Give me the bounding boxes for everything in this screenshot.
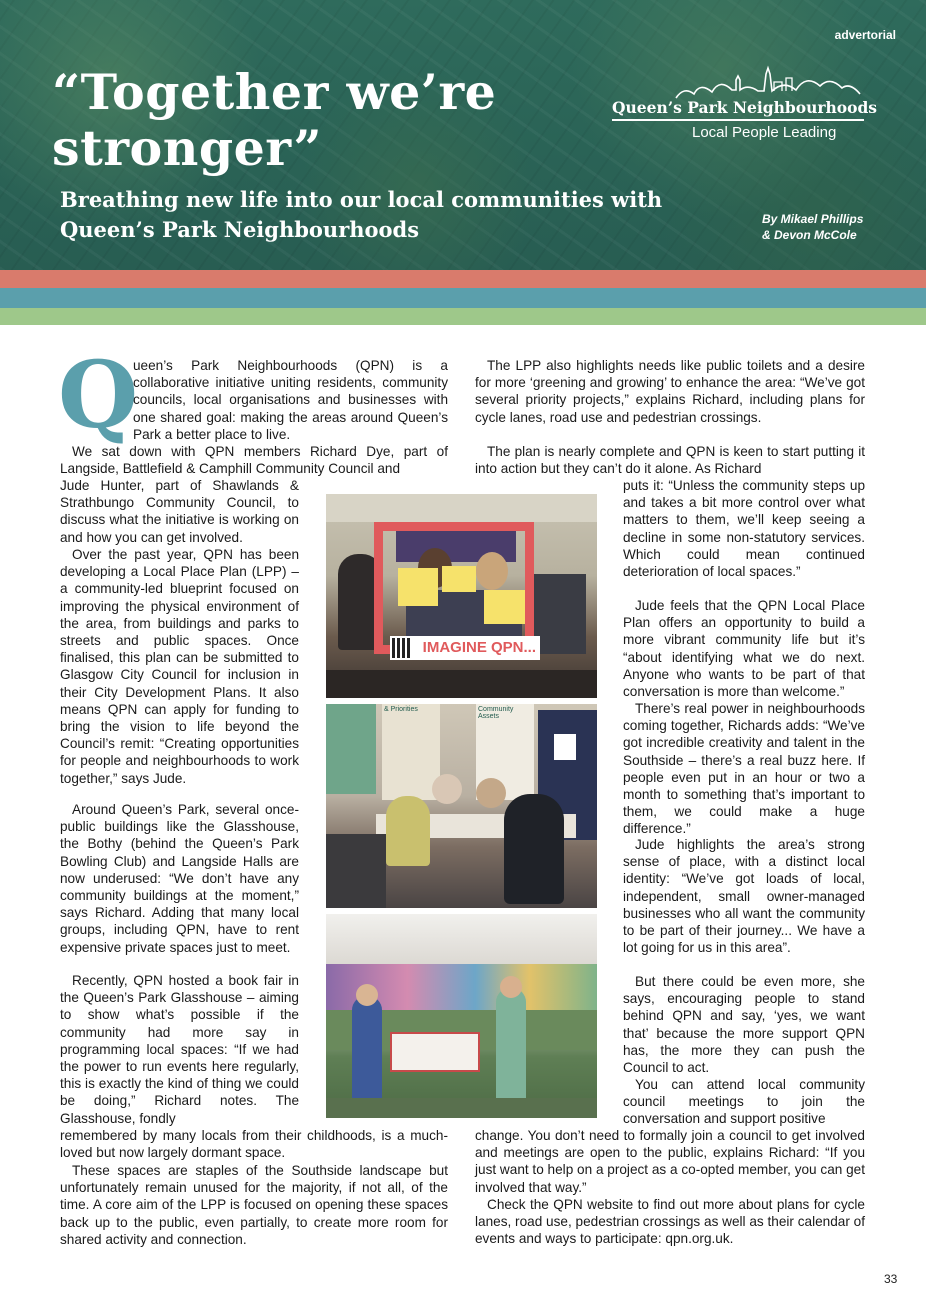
photo-glasshouse-event — [326, 914, 597, 1118]
right-paragraph-7a: You can attend local community council meetings to join the conversation and support positive — [623, 1077, 865, 1127]
right-paragraph-8: Check the QPN website to find out more about plans for cycle lanes, road use, pedestrian crossings as well as their calendar of events and ways to participate: qpn.org.uk. — [475, 1197, 865, 1247]
poster-priorities: & Priorities — [382, 704, 440, 800]
left-paragraph-1: ueen’s Park Neighbourhoods (QPN) is a collaborative initiative uniting residents, community councils, local organisations and businesses with one shared goal: making the areas around Queen’s Park a better place to live. — [133, 358, 448, 442]
page-number: 33 — [884, 1272, 898, 1286]
left-paragraph-5a: Recently, QPN hosted a book fair in the Queen’s Park Glasshouse – aiming to show what’s possible if the community had more say in programming local spaces: “If we had the power to run events here regularly, this is exactly the kind of thing we could be doing,” Richard notes. The Glasshouse, fondly — [60, 973, 299, 1126]
right-paragraph-4: There’s real power in neighbourhoods coming together, Richards adds: “We’ve got incredible creativity and talent in the Southside – there’s a real buzz here. If people even put in an hour or two a month to something that’s important to them, we could make a huge difference.” — [623, 701, 865, 837]
right-paragraph-2b: puts it: “Unless the community steps up and takes a bit more control over what matters to them, we’ll keep seeing a decline in some non-statutory services. Which could mean continued deterioration of local spaces.” — [623, 478, 865, 580]
imagine-qpn-banner — [390, 636, 540, 660]
right-paragraph-2a: The plan is nearly complete and QPN is keen to start putting it into action but they can’t do it alone. As Richard — [475, 444, 865, 477]
right-paragraph-1: The LPP also highlights needs like public toilets and a desire for more ‘greening and growing’ to enhance the area: “We’ve got several priority projects,” explains Richard, including plans for cycle lanes, road use and pedestrian crossings. — [475, 358, 865, 425]
red-selfie-frame — [374, 522, 534, 654]
logo-rule — [612, 119, 864, 121]
right-paragraph-5: Jude highlights the area’s strong sense of place, with a distinct local identity: “We’ve got loads of local, independent, small owner-managed businesses who all want the community to be part of their journey... We have a lot going for us in this area”. — [623, 837, 865, 956]
qpn-logo — [604, 64, 878, 148]
article-subtitle: Breathing new life into our local communities with Queen’s Park Neighbourhoods — [60, 187, 663, 242]
stripe-coral — [0, 270, 926, 288]
left-paragraph-3: Over the past year, QPN has been developing a Local Place Plan (LPP) – a community-led blueprint focused on improving the physical environment of the area, from buildings and parks to streets and public spaces. Once finalised, this plan can be submitted to Glasgow City Council for inclusion in their City Development Plans. It also means QPN can apply for funding to bring the vision to life beyond the Council’s remit: “Creating opportunities for people and neighbourhoods to work together,” says Jude. — [60, 547, 299, 786]
header-banner — [0, 0, 926, 270]
skyline-icon — [674, 64, 864, 100]
logo-tagline: Local People Leading — [692, 124, 837, 141]
left-paragraph-4: Around Queen’s Park, several once-public buildings like the Glasshouse, the Bothy (behind the Queen’s Park Bowling Club) and Langside Halls are now underused: “We don’t have any community buildings at the moment,” says Richard. Adding that many local groups, including QPN, have to rent expensive private spaces just to meet. — [60, 802, 299, 955]
left-paragraph-6: These spaces are staples of the Southside landscape but unfortunately remain unused for the majority, if not all, of the time. A core aim of the LPP is focused on opening these spaces back up to the public, even partially, to create more room for shared activity and connection. — [60, 1163, 448, 1247]
left-paragraph-2a: We sat down with QPN members Richard Dye, part of Langside, Battlefield & Camphill Community Council and — [60, 444, 448, 477]
imagine-qpn-text: IMAGINE QPN... — [422, 639, 536, 656]
right-paragraph-7b: change. You don’t need to formally join a council to get involved and meetings are open to the public, explains Richard: “If you just want to help on a project as a co-opted member, you can get involved that way.” — [475, 1128, 865, 1195]
advertorial-label: advertorial — [834, 28, 896, 42]
stripe-teal — [0, 288, 926, 308]
photo-community-meeting — [326, 704, 597, 908]
left-paragraph-5b: remembered by many locals from their childhoods, is a much-loved but now largely dormant space. — [60, 1128, 448, 1161]
stripe-green — [0, 308, 926, 325]
article-title: “Together we’re stronger” — [52, 63, 497, 177]
left-paragraph-2b: Jude Hunter, part of Shawlands & Strathbungo Community Council, to discuss what the initiative is working on and how you can get involved. — [60, 478, 299, 545]
right-paragraph-6: But there could be even more, she says, encouraging people to stand behind QPN and say, ‘yes, we want that’ because the more support QPN has, the more they can push the Council to act. — [623, 974, 865, 1076]
photo-imagine-qpn — [326, 494, 597, 698]
poster-community-assets: Community Assets — [476, 704, 534, 800]
qr-code-icon — [392, 638, 412, 658]
right-paragraph-3: Jude feels that the QPN Local Place Plan offers an opportunity to build a more vibrant community life but it’s “about identifying what we do next. Anyone who wants to be part of that conversation is more than welcome.” — [623, 598, 865, 700]
drop-cap: Q — [58, 341, 139, 449]
logo-name: Queen’s Park Neighbourhoods — [612, 98, 878, 117]
byline: By Mikael Phillips & Devon McCole — [762, 212, 864, 242]
